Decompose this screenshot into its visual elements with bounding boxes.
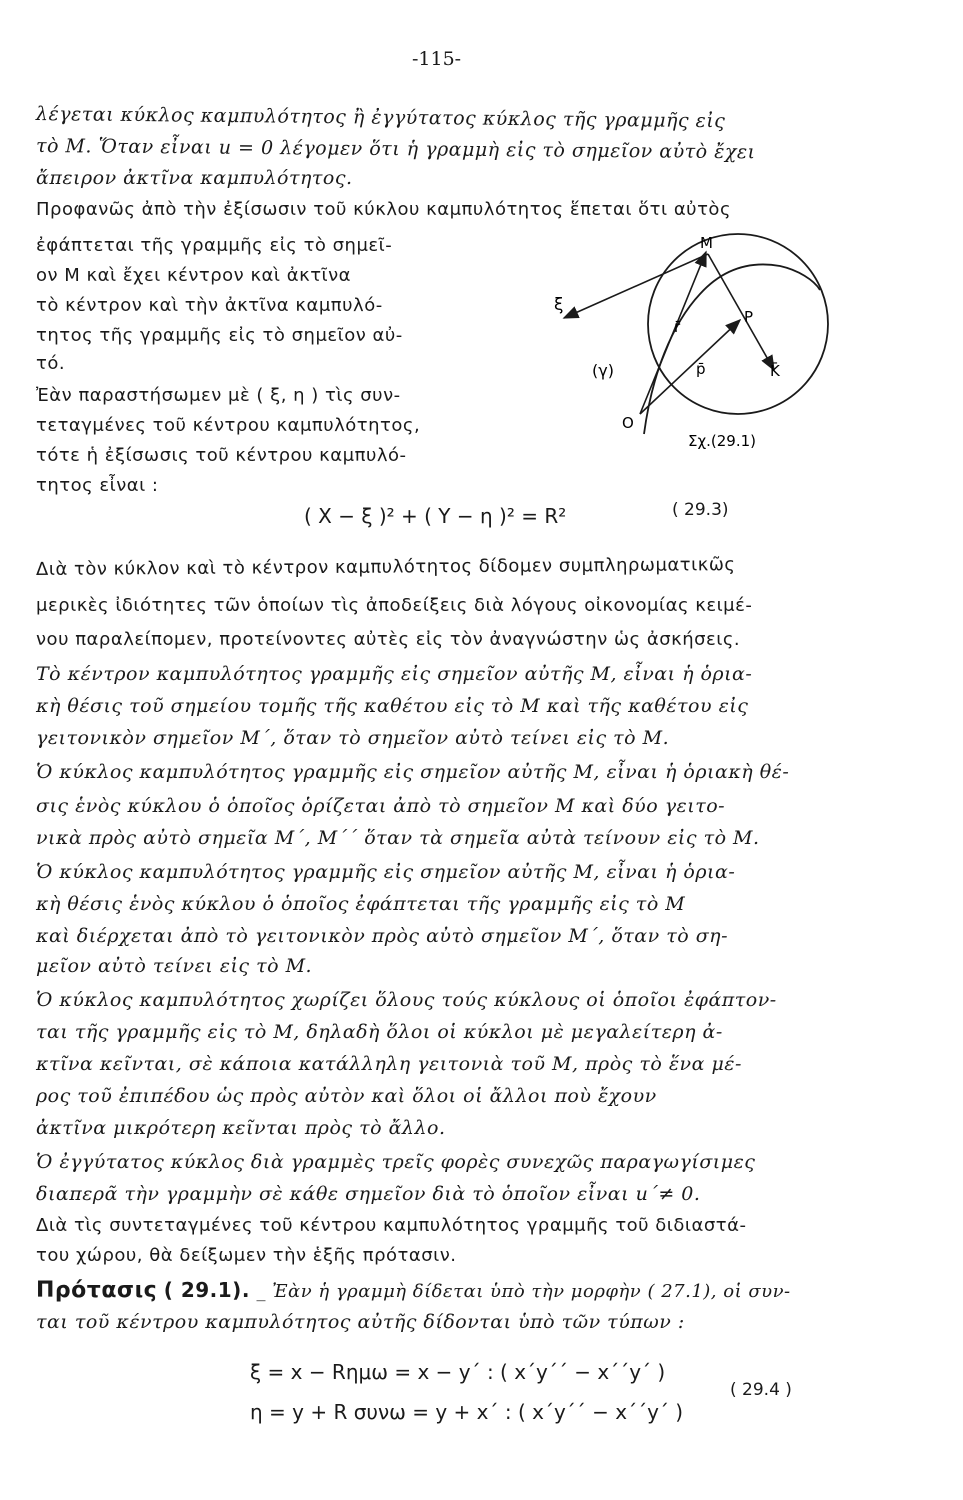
label-gamma: (γ): [592, 361, 614, 380]
normal-vector-k: [708, 254, 774, 370]
text-line: τεταγμένες τοῦ κέντρου καμπυλότητος,: [36, 415, 421, 436]
text-line: τητος εἶναι :: [36, 475, 159, 496]
text-line: Προφανῶς ἀπὸ τὴν ἐξίσωσιν τοῦ κύκλου καμπυλότητος ἕπεται ὅτι αὐτὸς: [36, 199, 732, 220]
text-line: κτῖνα κεῖνται, σὲ κάποια κατάλληλη γειτονιὰ τοῦ Μ, πρὸς τὸ ἕνα μέ-: [36, 1053, 742, 1075]
text-line: νικὰ πρὸς αὐτὸ σημεῖα Μ΄, Μ΄΄ ὅταν τὰ σημεῖα αὐτὰ τείνουν εἰς τὸ Μ.: [36, 827, 760, 849]
curve-gamma: [644, 264, 820, 434]
text-line: ἀκτῖνα μικρότερη κεῖνται πρὸς τὸ ἄλλο.: [36, 1117, 446, 1139]
text-line: ται τοῦ κέντρου καμπυλότητος αὐτῆς δίδονται ὑπὸ τῶν τύπων :: [36, 1311, 685, 1333]
equation-29-4-eta: η = y + R συνω = y + x΄ : ( x΄y΄΄ − x΄΄y΄ ): [250, 1400, 684, 1424]
text-line: διαπερᾶ τὴν γραμμὴν σὲ κάθε σημεῖον διὰ τὸ ὁποῖον εἶναι u΄≠ 0.: [36, 1183, 701, 1205]
label-K: K̄: [770, 362, 780, 380]
text-line: του χώρου, θὰ δείξωμεν τὴν ἑξῆς πρότασιν.: [36, 1245, 457, 1266]
text-line: ον Μ καὶ ἔχει κέντρον καὶ ἀκτῖνα: [36, 265, 352, 286]
text-line: σις ἑνὸς κύκλου ὁ ὁποῖος ὁρίζεται ἀπὸ τὸ σημεῖον Μ καὶ δύο γειτο-: [36, 795, 726, 817]
equation-tag-29-3: ( 29.3): [672, 500, 729, 520]
label-P: P: [744, 308, 754, 326]
equation-tag-29-4: ( 29.4 ): [730, 1380, 792, 1400]
text-line: κὴ θέσις ἑνὸς κύκλου ὁ ὁποῖος ἐφάπτεται τῆς γραμμῆς εἰς τὸ Μ: [36, 893, 686, 915]
text-line: ρος τοῦ ἐπιπέδου ὡς πρὸς αὐτὸν καὶ ὅλοι οἱ ἄλλοι ποὺ ἔχουν: [36, 1085, 657, 1107]
proposition-label: Πρότασις: [36, 1278, 158, 1303]
tangent-vector-xi: [564, 254, 708, 318]
text-line: μερικὲς ἰδιότητες τῶν ὁποίων τὶς ἀποδείξεις διὰ λόγους οἰκονομίας κειμέ-: [36, 595, 753, 616]
proposition-heading: [36, 1278, 791, 1304]
text-line: Τὸ κέντρον καμπυλότητος γραμμῆς εἰς σημεῖον αὐτῆς Μ, εἶναι ἡ ὁρια-: [36, 663, 753, 685]
proposition-number: ( 29.1).: [163, 1278, 250, 1302]
figure-curvature-circle: [548, 224, 838, 464]
text-line: Ὁ κύκλος καμπυλότητος χωρίζει ὅλους τούς κύκλους οἱ ὁποῖοι ἐφάπτον-: [36, 989, 777, 1011]
text-line: Διὰ τὸν κύκλον καὶ τὸ κέντρον καμπυλότητος δίδομεν συμπληρωματικῶς: [35, 554, 736, 580]
text-line: Διὰ τὶς συντεταγμένες τοῦ κέντρου καμπυλότητος γραμμῆς τοῦ διδιαστά-: [36, 1215, 747, 1236]
text-line: Ὁ κύκλος καμπυλότητος γραμμῆς εἰς σημεῖον αὐτῆς Μ, εἶναι ἡ ὁριακὴ θέ-: [36, 761, 790, 783]
label-r: r̄: [674, 318, 681, 336]
text-line: νου παραλείπομεν, προτείνοντες αὐτὲς εἰς τὸν ἀναγνώστην ὡς ἀσκήσεις.: [36, 629, 741, 650]
label-O: O: [622, 414, 634, 432]
text-line: τότε ἡ ἐξίσωσις τοῦ κέντρου καμπυλό-: [36, 445, 407, 466]
text-line: ται τῆς γραμμῆς εἰς τὸ Μ, δηλαδὴ ὅλοι οἱ κύκλοι μὲ μεγαλείτερη ἀ-: [36, 1021, 723, 1043]
vector-r: [640, 252, 706, 414]
text-line: μεῖον αὐτὸ τείνει εἰς τὸ Μ.: [36, 955, 313, 977]
text-line: τὸ κέντρον καὶ τὴν ἀκτῖνα καμπυλό-: [36, 295, 383, 316]
label-p: p̄: [696, 360, 706, 378]
text-line: Ὁ κύκλος καμπυλότητος γραμμῆς εἰς σημεῖον αὐτῆς Μ, εἶναι ἡ ὁρια-: [36, 861, 736, 883]
proposition-text: _ Ἐὰν ἡ γραμμὴ δίδεται ὑπὸ τὴν μορφὴν ( 27.1), οἱ συν-: [256, 1281, 791, 1302]
text-line: τό.: [36, 353, 66, 374]
text-line: ἄπειρον ἀκτῖνα καμπυλότητος.: [36, 167, 353, 189]
text-line: κὴ θέσις τοῦ σημείου τομῆς τῆς καθέτου εἰς τὸ Μ καὶ τῆς καθέτου εἰς: [36, 695, 749, 717]
text-line: καὶ διέρχεται ἀπὸ τὸ γειτονικὸν πρὸς αὐτὸ σημεῖον Μ΄, ὅταν τὸ ση-: [36, 925, 728, 947]
label-xi: ξ: [554, 295, 564, 315]
text-line: λέγεται κύκλος καμπυλότητος ἢ ἐγγύτατος κύκλος τῆς γραμμῆς εἰς: [35, 103, 726, 133]
label-M: M: [700, 234, 713, 252]
page-number: -115-: [412, 48, 462, 70]
text-line: ἐφάπτεται τῆς γραμμῆς εἰς τὸ σημεῖ-: [36, 235, 393, 256]
text-line: Ἐὰν παραστήσωμεν μὲ ( ξ, η ) τὶς συν-: [36, 385, 401, 406]
text-line: Ὁ ἐγγύτατος κύκλος διὰ γραμμὲς τρεῖς φορὲς συνεχῶς παραγωγίσιμες: [36, 1151, 756, 1173]
text-line: γειτονικὸν σημεῖον Μ΄, ὅταν τὸ σημεῖον αὐτὸ τείνει εἰς τὸ Μ.: [36, 727, 670, 749]
text-line: τητος τῆς γραμμῆς εἰς τὸ σημεῖον αὐ-: [36, 325, 403, 346]
equation-29-4-xi: ξ = x − Rημω = x − y΄ : ( x΄y΄΄ − x΄΄y΄ ): [250, 1360, 666, 1384]
figure-caption: Σχ.(29.1): [688, 432, 757, 450]
equation-29-3: ( X − ξ )² + ( Y − η )² = R²: [304, 504, 567, 528]
text-line: τὸ Μ. Ὅταν εἶναι u = 0 λέγομεν ὅτι ἡ γραμμὴ εἰς τὸ σημεῖον αὐτὸ ἔχει: [35, 135, 756, 164]
